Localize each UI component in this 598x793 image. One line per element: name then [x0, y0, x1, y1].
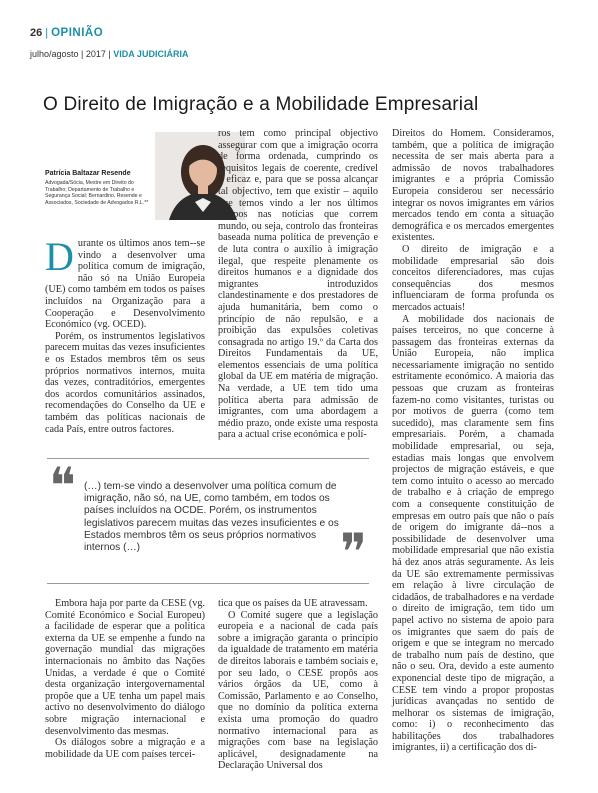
paragraph-text: urante os últimos anos tem--se vindo a desenvolver uma política comum de imigração, não só na União Europeia (UE) como também em todos os países incluídos na Organização para a Cooperação e Desenvolvimento Económico (vg. OCED). — [45, 238, 205, 331]
column-1-bottom — [45, 598, 205, 760]
issue-line — [30, 49, 188, 59]
article-title: O Direito de Imigração e a Mobilidade Empresarial — [43, 94, 479, 115]
issue-date: julho/agosto | 2017 | — [30, 49, 111, 59]
paragraph: Embora haja por parte da CESE (vg. Comité Económico e Social Europeu) a facilidade de esperar que a política externa da UE se empenhe a fundo na governação mundial das migrações internacionais no âmbito das Nações Unidas, a verdade é que o Comité desta organização intergovernamental propõe que a UE tenha um papel mais activo no desenvolvimento do diálogo sobre migração internacional e desenvolvimento das mesmas. — [45, 598, 205, 737]
page-number: 26 — [30, 27, 43, 39]
section-label: OPINIÃO — [51, 27, 104, 39]
paragraph: ros tem como principal objectivo assegurar com que a imigração ocorra de forma ordenada, cumprindo os requisitos legais de coerente, credível e eficaz e, para que se possa alcançar tal objectivo, tem que existir – aquilo que temos vindo a ler nos últimos tempos nas notícias que correm mundo, ou seja, controlo das fronteiras baseada numa política de prevenção e de luta contra o auxílio à imigração ilegal, que respeite plenamente os direitos humanos e a dignidade dos migrantes introduzidos clandestinamente e dos prestadores de ajuda humanitária, bem como o princípio de não repulsão, e a proibição das expulsões coletivas consagrada no artigo 19.º da Carta dos Direitos Fundamentais da UE, elementos essenciais de uma política global da UE em matéria de migração. Na verdade, a UE tem tido uma política aberta para admissão de imigrantes, com uma abordagem a médio prazo, onde existe uma resposta para a actual crise económica e polí- — [218, 128, 378, 441]
paragraph: Porém, os instrumentos legislativos parecem muitas das vezes insuficientes e os Estados membros têm os seus próprios normativos internos, muita das vezes, contraditórios, emergentes dos acordos comunitários assinados, recomendações do Conselho da UE e também das políticas nacionais de cada País, entre outros factores. — [45, 330, 205, 435]
pull-quote — [47, 458, 369, 584]
column-2-bottom — [218, 598, 378, 772]
paragraph: O Comité sugere que a legislação europeia e a nacional de cada país sobre a imigração garanta o princípio da igualdade de tratamento em matéria de direitos laborais e também sociais e, por seu lado, o CESE propôs aos vários órgãos da UE, como à Comissão, Parlamento e ao Conselho, que no domínio da política externa exista uma promoção do quadro normativo internacional para as migrações com base na legislação aplicável, designadamente na Declaração Universal dos — [218, 609, 378, 772]
pull-quote-text: (…) tem-se vindo a desenvolver uma política comum de imigração, não só, na UE, como também, em todos os países incluídos na OCDE. Porém, os instrumentos legislativos parecem muitas das vezes insuficientes e os Estados membros têm os seus próprios normativos internos (…) — [84, 481, 339, 554]
paragraph: A mobilidade dos nacionais de países terceiros, no que concerne à passagem das fronteiras externas da União Europeia, não implica necessariamente imigração no sentido estritamente económico. A maioria das pessoas que cruzam as fronteiras fazem-no como visitantes, turistas ou por motivos de guerra (como tem sucedido), mas claramente sem fins empresariais. Porém, a chamada mobilidade empresarial, ou seja, estadias mais longas que envolvem projectos de migração estáveis, e que tem como intuito o acesso ao mercado de trabalho e à criação de emprego com a consequente constituição de empresas em outro país que não o país de origem do imigrante dá--nos a possibilidade de desenvolver uma mobilidade empresarial que não existia há dez anos atrás seguramente. As leis da UE são extremamente permissivas em relação à livre circulação de cidadãos, de trabalhadores e na verdade o direito de imigração, tem tido um papel activo no sistema de apoio para os imigrantes que saem do país de origem e que se integram no mercado de trabalho num país de destino, que não o seu. Ora, devido a este aumento exponencial deste tipo de migração, a CESE tem vindo a propor propostas jurídicas avançadas no sentido de melhorar os sistemas de imigração, como: i) o reconhecimento das habilitações dos trabalhadores imigrantes, ii) a certificação dos di- — [392, 313, 554, 754]
quote-open-icon: ❝ — [49, 458, 76, 514]
publication-name: VIDA JUDICIÁRIA — [113, 49, 189, 59]
column-1-top — [45, 234, 205, 435]
author-name: Patrícia Baltazar Resende — [45, 170, 131, 177]
page-header — [30, 27, 103, 39]
column-2-top — [218, 128, 378, 441]
paragraph: O direito de imigração e a mobilidade empresarial são dois conceitos diferenciadores, mas cujas consequências dos mesmos influenciaram de forma profunda os mercados actuais! — [392, 243, 554, 313]
quote-close-icon: ❞ — [340, 524, 367, 580]
header-separator: | — [45, 27, 49, 39]
author-description: Advogada/Sócia, Mestre em Direito do Trabalho; Departamento de Trabalho e Segurança Social; Bernardino, Resende e Associados, Sociedade de Advogados R.L.** — [45, 180, 149, 207]
column-3 — [392, 128, 554, 754]
paragraph: Os diálogos sobre a migração e a mobilidade da UE com países tercei- — [45, 737, 205, 760]
paragraph — [45, 234, 205, 331]
drop-cap: D — [45, 234, 74, 279]
paragraph: tica que os países da UE atravessam. — [218, 598, 368, 609]
paragraph: Direitos do Homem. Consideramos, também, que a política de imigração necessita de ser mais aberta para a admissão de novos trabalhadores imigrantes e a própria Comissão Europeia considerou ser necessário integrar os novos imigrantes em vários mercados tendo em conta a situação demográfica e os mercados emergentes existentes. — [392, 128, 554, 244]
author-block — [45, 130, 205, 225]
